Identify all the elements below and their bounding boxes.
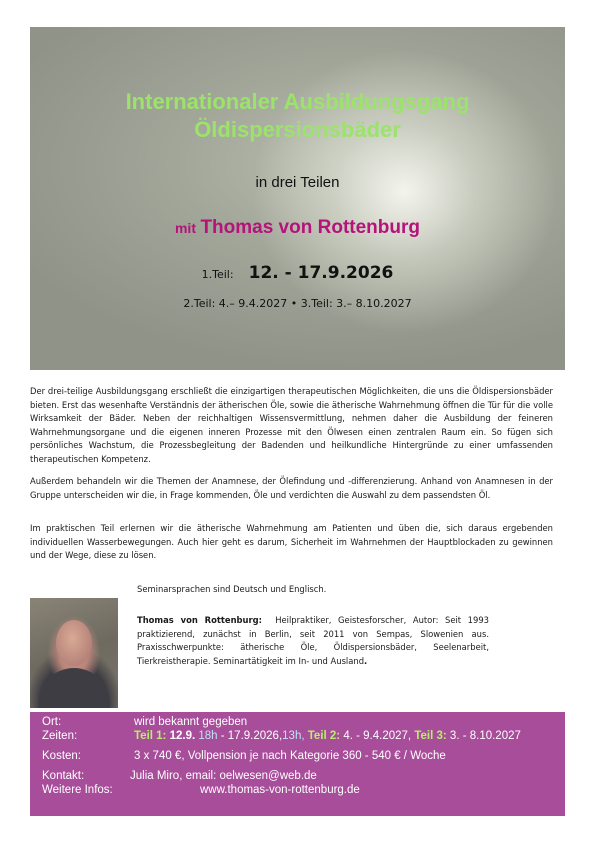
row-kontakt bbox=[42, 770, 84, 782]
hero-banner bbox=[30, 27, 565, 370]
paragraph-intro: Der drei-teilige Ausbildungsgang erschließt die einzigartigen therapeutischen Möglichkeiten, die uns die Öldispersionsbäder bieten. Erst das wesenhafte Verständnis der ätherischen Öle, sowie die ätherische Wahrnehmung öffnen die Tür für die volle Wirksamkeit der Bäder. Neben der reichhaltigen Wissensvermittlung, nehmen daher die Ausbildung der feineren Wahrnehmungsorgane und die eigenen inneren Prozesse mit den Ölwesen einen zentralen Raum ein. So fügen sich persönliches Wachstum, die Prozessbegleitung der Badenden und heilkundliche Hintergründe zu einer umfassenden therapeutischen Kompetenz. bbox=[30, 386, 553, 464]
kosten-value: 3 x 740 €, Vollpension je nach Kategorie 360 - 540 € / Woche bbox=[134, 750, 446, 762]
teil2-label: Teil 2: bbox=[307, 730, 341, 742]
paragraph-praxis: Im praktischen Teil erlernen wir die ätherische Wahrnehmung am Patienten und üben die, sich daraus ergebenden individuellen Wasserbewegungen. Auch hier geht es darum, Sicherheit im Wahrnehmen der Hauptblockaden zu gewinnen und der Wege, diese zu lösen. bbox=[30, 523, 553, 561]
part2-3-dates: 2.Teil: 4.– 9.4.2027 • 3.Teil: 3.– 8.10.2027 bbox=[183, 297, 412, 310]
teil1-end-time: 13h, bbox=[282, 730, 305, 742]
bio-text: Heilpraktiker, Geistesforscher, Autor: Seit 1993 praktizierend, zunächst in Berlin, seit 2011 von Sempas, Slowenien aus. Praxisschwerpunkte: ätherische Öle, Öldispersionsbäder, Seelenarbeit, Tierkreistherapie. Seminartätigkeit im In- und Ausland bbox=[137, 615, 489, 666]
kontakt-label: Kontakt: bbox=[42, 770, 85, 782]
mit-label: mit bbox=[174, 220, 196, 236]
info-box bbox=[30, 712, 565, 816]
subtitle: in drei Teilen bbox=[255, 174, 340, 191]
title-line-1: Internationaler Ausbildungsgang bbox=[125, 89, 470, 114]
teil3-dates: 3. - 8.10.2027 bbox=[449, 730, 521, 742]
kontakt-value[interactable]: Julia Miro, email: oelwesen@web.de bbox=[130, 770, 317, 782]
part1-dates-line bbox=[30, 263, 565, 283]
part1-dates: 12. - 17.9.2026 bbox=[248, 263, 394, 283]
photo-head bbox=[56, 620, 92, 666]
teil2-dates: 4. - 9.4.2027, bbox=[343, 730, 412, 742]
row-kosten bbox=[42, 750, 81, 762]
teil1-end: - 17.9.2026, bbox=[220, 730, 283, 742]
ort-value: wird bekannt gegeben bbox=[134, 716, 248, 728]
teacher-line bbox=[30, 217, 565, 239]
seminar-languages: Seminarsprachen sind Deutsch und Englisch. bbox=[137, 584, 327, 594]
kosten-label: Kosten: bbox=[42, 750, 81, 762]
website-link[interactable]: www.thomas-von-rottenburg.de bbox=[200, 784, 360, 796]
infos-label: Weitere Infos: bbox=[42, 784, 113, 796]
teil3-label: Teil 3: bbox=[414, 730, 447, 742]
teil1-start: 12.9. bbox=[169, 730, 196, 742]
row-ort bbox=[42, 716, 61, 728]
teacher-bio bbox=[137, 614, 489, 668]
teacher-photo bbox=[30, 598, 118, 708]
part1-label: 1.Teil: bbox=[201, 268, 234, 281]
paragraph-anamnese: Außerdem behandeln wir die Themen der Anamnese, der Ölefindung und -differenzierung. Anhand von Anamnesen in der Gruppe unterscheiden wir die, in Frage kommenden, Öle und verdichten die Auswahl zu dem passendsten Öl. bbox=[30, 476, 553, 500]
teacher-name: Thomas von Rottenburg bbox=[200, 217, 420, 238]
title-line-2: Öldispersionsbäder bbox=[194, 117, 401, 142]
bio-name: Thomas von Rottenburg: bbox=[137, 615, 262, 625]
zeiten-value bbox=[134, 730, 521, 742]
photo-shirt bbox=[38, 668, 110, 708]
zeiten-label: Zeiten: bbox=[42, 730, 78, 742]
row-infos bbox=[42, 784, 113, 796]
row-zeiten bbox=[42, 730, 77, 742]
teil1-start-time: 18h bbox=[198, 730, 218, 742]
bio-end: . bbox=[364, 655, 368, 666]
ort-label: Ort: bbox=[42, 716, 62, 728]
teil1-label: Teil 1: bbox=[134, 730, 167, 742]
